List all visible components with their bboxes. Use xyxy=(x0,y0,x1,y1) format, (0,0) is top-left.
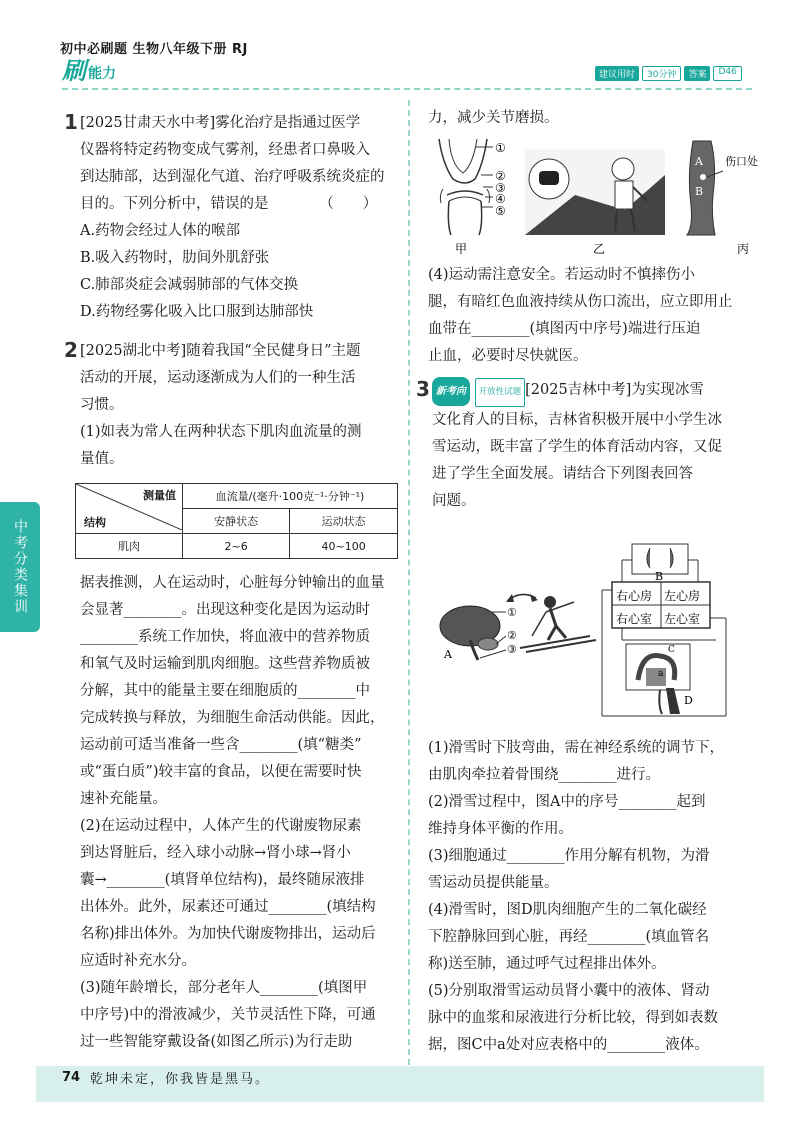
q3-part-line: (4)滑雪时，图D肌肉细胞产生的二氧化碳经 xyxy=(428,902,707,918)
skier-figure xyxy=(520,596,596,652)
q2-text-line: 出体外。此外，尿素还可通过________(填结构 xyxy=(80,899,376,915)
q2-text-line: 名称)排出体外。为加快代谢废物排出，运动后 xyxy=(80,926,376,942)
q3-part-line: (3)细胞通过________作用分解有机物，为滑 xyxy=(428,848,710,864)
q2-text-line: 分解，其中的能量主要在细胞质的________中 xyxy=(80,683,370,699)
q1-option-d: D.药物经雾化吸入比口服到达肺部快 xyxy=(80,304,314,320)
table-corner-bottom: 结构 xyxy=(84,516,106,529)
page-number: 74 xyxy=(62,1070,81,1085)
q3-line-first xyxy=(432,377,757,407)
q1-number: 1 xyxy=(64,110,78,134)
arrow-head-left xyxy=(506,594,514,602)
q2-text-line: 过一些智能穿戴设备(如图乙所示)为行走助 xyxy=(80,1034,353,1050)
q2-text-line: 中序号)中的滑液减少，关节灵活性下降，可通 xyxy=(80,1007,376,1023)
brain-label-2: ② xyxy=(507,629,517,642)
q2-figures xyxy=(425,135,760,257)
figure-yi-elderly xyxy=(525,149,665,235)
q3-figure xyxy=(430,540,755,730)
table-corner-cell xyxy=(76,484,183,534)
section-brand xyxy=(62,58,116,86)
q2-text-line: 据表推测，人在运动时，心脏每分钟输出的血量 xyxy=(80,575,385,591)
q3-line: 文化育人的目标，吉林省积极开展中小学生冰 xyxy=(432,412,722,428)
q2-text-line: 应适时补充水分。 xyxy=(80,953,196,969)
chamber-left-atrium: 左心房 xyxy=(664,589,701,603)
q2-text-line: 速补充能量。 xyxy=(80,791,167,807)
footer-motto: 乾坤未定，你我皆是黑马。 xyxy=(90,1072,271,1087)
q2-text-line: 会显著________。出现这种变化是因为运动时 xyxy=(80,602,370,618)
bing-label-b: B xyxy=(695,185,704,198)
figure-yi-caption: 乙 xyxy=(593,242,606,256)
q2-part4-line: 止血，必要时尽快就医。 xyxy=(428,348,588,364)
q3-line: 进了学生全面发展。请结合下列图表回答 xyxy=(432,466,693,482)
q2-text-line: 囊→________(填肾单位结构)，最终随尿液排 xyxy=(80,872,365,888)
kidney-label-a: a xyxy=(658,669,664,679)
new-trend-badge: 新考向 xyxy=(432,377,470,406)
q2-part4-line: 腿，有暗红色血液持续从伤口流出，应立即用止 xyxy=(428,294,733,310)
q2-number: 2 xyxy=(64,338,78,362)
q3-line: 雪运动，既丰富了学生的体育活动内容，又促 xyxy=(432,439,722,455)
table-col-exercise: 运动状态 xyxy=(290,509,398,534)
figure-jia-knee xyxy=(439,139,493,235)
q2-text-line: 到达肾脏后，经入球小动脉→肾小球→肾小 xyxy=(80,845,351,861)
q3-part-line: 脉中的血浆和尿液进行分析比较，得到如表数 xyxy=(428,1010,718,1026)
table-cell-exercise: 40~100 xyxy=(290,534,398,559)
q2-text-line: 和氧气及时运输到肌肉细胞。这些营养物质被 xyxy=(80,656,370,672)
q2-text-line: (2)在运动过程中，人体产生的代谢废物尿素 xyxy=(80,818,362,834)
q2-text-line: 运动前可适当准备一些含________(填“糖类” xyxy=(80,737,362,753)
table-unit-header: 血流量/(毫升·100克⁻¹·分钟⁻¹) xyxy=(183,484,398,509)
q2-line: [2025湖北中考]随着我国“全民健身日”主题 xyxy=(80,343,361,359)
jia-label-3: ③ xyxy=(495,181,506,195)
answer-label: 答案 xyxy=(684,66,710,81)
q2-line: 活动的开展，运动逐渐成为人们的一种生活 xyxy=(80,370,356,386)
brand-big-char: 刷 xyxy=(62,57,86,85)
q2-line: 习惯。 xyxy=(80,397,124,413)
book-title: 初中必刷题 生物八年级下册 RJ xyxy=(60,42,248,57)
figure-jia-caption: 甲 xyxy=(455,242,468,256)
arrow-head-right xyxy=(530,594,538,602)
chamber-right-atrium: 右心房 xyxy=(616,589,653,603)
table-cell-rest: 2~6 xyxy=(183,534,290,559)
jia-label-4: ④ xyxy=(495,192,506,206)
time-value: 30分钟 xyxy=(642,66,681,81)
q2-text-line: 或“蛋白质”)较丰富的食品，以便在需要时快 xyxy=(80,764,362,780)
chamber-left-ventricle: 左心室 xyxy=(664,612,701,626)
q2-intro xyxy=(80,338,405,473)
side-tab xyxy=(0,502,40,632)
column-divider xyxy=(408,100,410,1065)
brand-small-text: 能力 xyxy=(88,66,116,82)
lung-label-b: B xyxy=(655,570,664,583)
q1-line: 目的。下列分析中，错误的是 （ ） xyxy=(80,196,378,212)
brain-label-1: ① xyxy=(507,606,517,619)
q2-continuation: 力，减少关节磨损。 xyxy=(428,110,559,126)
bloodflow-table xyxy=(75,483,398,559)
circulation-diagram xyxy=(602,544,726,716)
brain-label-3: ③ xyxy=(507,643,517,656)
q3-part-line: 由肌肉牵拉着骨围绕________进行。 xyxy=(428,767,660,783)
header-divider xyxy=(62,88,752,90)
table-row-label: 肌肉 xyxy=(76,534,183,559)
q3-part-line: 称)送至肺，通过呼气过程排出体外。 xyxy=(428,956,666,972)
leg-label-d: D xyxy=(684,694,693,707)
q2-line: (1)如表为常人在两种状态下肌肉血流量的测 xyxy=(80,424,362,440)
table-corner-top: 测量值 xyxy=(143,489,176,502)
q2-text-line: (3)随年龄增长，部分老年人________(填图甲 xyxy=(80,980,368,996)
q2-text-line: 完成转换与释放，为细胞生命活动供能。因此， xyxy=(80,710,385,726)
q2-part4 xyxy=(428,262,753,370)
q3-part-line: 维持身体平衡的作用。 xyxy=(428,821,573,837)
time-label: 建议用时 xyxy=(595,66,639,81)
chamber-right-ventricle: 右心室 xyxy=(616,612,653,626)
q2-part4-line: 血带在________(填图丙中序号)端进行压迫 xyxy=(428,321,701,337)
kidney-label-c: C xyxy=(668,645,675,655)
q1-option-a: A.药物会经过人体的喉部 xyxy=(80,223,241,239)
q2-text-line: ________系统工作加快，将血液中的营养物质 xyxy=(80,629,370,645)
figure-bing-caption: 丙 xyxy=(737,242,750,256)
jia-label-1: ① xyxy=(495,141,506,155)
open-question-badge: 开放性试题 xyxy=(475,378,526,407)
q3-part-line: (1)滑雪时下肢弯曲，需在神经系统的调节下， xyxy=(428,740,725,756)
q3-line: 问题。 xyxy=(432,493,476,509)
q1-line: 仪器将特定药物变成气雾剂，经患者口鼻吸入 xyxy=(80,142,370,158)
q3-parts xyxy=(428,735,753,1059)
q1-option-c: C.肺部炎症会减弱肺部的气体交换 xyxy=(80,277,299,293)
q3-line: [2025吉林中考]为实现冰雪 xyxy=(525,382,704,398)
jia-label-5: ⑤ xyxy=(495,204,506,218)
q1-option-b: B.吸入药物时，肋间外肌舒张 xyxy=(80,250,270,266)
q2-line: 量值。 xyxy=(80,451,124,467)
answer-page: D46 xyxy=(713,66,741,81)
q3-part-line: 下腔静脉回到心脏，再经________(填血管名 xyxy=(428,929,710,945)
wound-label: 伤口处 xyxy=(725,155,758,168)
q1-line: [2025甘肃天水中考]雾化治疗是指通过医学 xyxy=(80,115,361,131)
q1-stem xyxy=(80,110,405,326)
side-tab-text: 中考分类集训 xyxy=(12,519,28,615)
q1-line: 到达肺部，达到湿化气道、治疗呼吸系统炎症的 xyxy=(80,169,385,185)
q3-part-line: 雪运动员提供能量。 xyxy=(428,875,559,891)
jia-label-2: ② xyxy=(495,169,506,183)
q3-stem xyxy=(432,377,757,515)
brain-label-a: A xyxy=(444,648,452,661)
q3-part-line: (5)分别取滑雪运动员肾小囊中的液体、肾动 xyxy=(428,983,710,999)
table-col-rest: 安静状态 xyxy=(183,509,290,534)
bing-label-a: A xyxy=(695,155,703,168)
time-info xyxy=(595,66,742,81)
q3-part-line: (2)滑雪过程中，图A中的序号________起到 xyxy=(428,794,706,810)
q3-part-line: 据，图C中a处对应表格中的________液体。 xyxy=(428,1037,709,1053)
q2-body xyxy=(80,570,405,1056)
q2-part4-line: (4)运动需注意安全。若运动时不慎摔伤小 xyxy=(428,267,696,283)
q3-number: 3 xyxy=(416,377,430,401)
